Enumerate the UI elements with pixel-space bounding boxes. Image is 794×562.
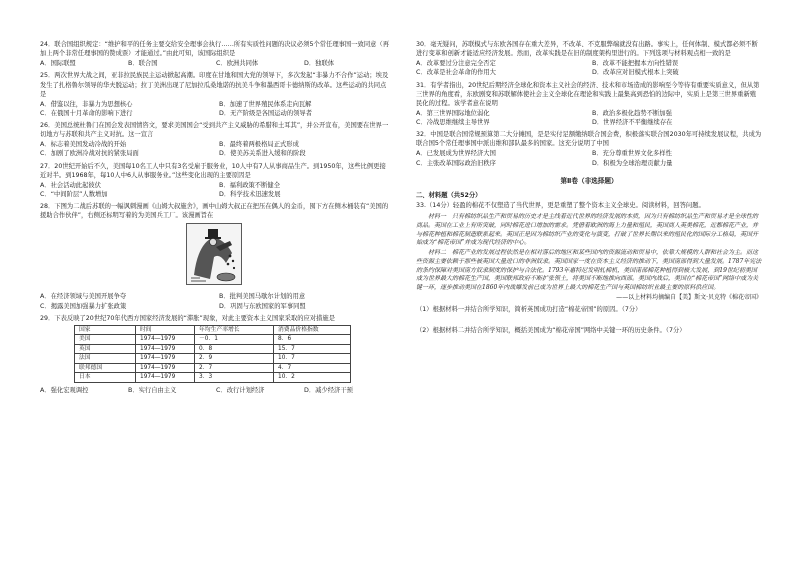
section-heading: 二、材料题（共52分） <box>416 192 482 200</box>
question-28 <box>40 202 392 311</box>
option-b[interactable]: B．联合国 <box>128 60 158 68</box>
option-b[interactable]: B．加速了世界殖民体系走向瓦解 <box>219 100 312 108</box>
question-29 <box>40 314 392 395</box>
question-32 <box>416 130 762 168</box>
option-c[interactable]: C．加剧了欧洲冷战对抗的紧张局面 <box>40 150 139 158</box>
left-column <box>40 40 392 398</box>
table-cell: 10．7 <box>274 354 351 364</box>
option-d[interactable]: D．无产阶级是各国运动的领导者 <box>219 109 313 117</box>
option-c[interactable]: C．主张改革国际政治旧秩序 <box>416 159 496 167</box>
question-30 <box>416 40 762 78</box>
option-a[interactable]: A．在经济领域与美国开展争夺 <box>40 293 127 301</box>
option-a[interactable]: A．借鉴以往，非暴力为思想核心 <box>40 100 133 108</box>
option-b[interactable]: B．改革不能把握本方向性错误 <box>592 60 679 68</box>
option-a[interactable]: A．国际联盟 <box>40 60 76 68</box>
question-25 <box>40 71 392 118</box>
option-a[interactable]: A．强化宏观调控 <box>40 386 89 394</box>
table-header-cell: 国家 <box>75 325 136 335</box>
option-d[interactable]: D．科学技术迅速发展 <box>219 190 281 198</box>
option-c[interactable]: C．“中间阶层”人数增加 <box>40 190 108 198</box>
options <box>40 140 392 158</box>
question-26 <box>40 121 392 159</box>
table-cell: 1974—1979 <box>136 335 195 345</box>
material-1: 材料一 只有棉纺织品生产和贸易的历史才是主线着近代世界的经济发展的本质，因为只有棉纺织品生产和贸易才是全球性的商品。英国在工业上有所突破，同时棉花进口增加的需求。凭借着欧洲的海上力量和殖民，英国商人英美棉花，近都棉花产业，并与棉花种植和棉花制造联系起来。英国正是因为棉纺织产业的变化与演变，打破了世界长期以来的殖民化的国际分工格局，英国开始成为“棉花帝国”并成为现代经济的中心。 <box>416 213 759 247</box>
table-header-cell: 时间 <box>136 325 195 335</box>
question-stem: 28．下图为二战后苏联的一幅讽刺漫画《山姆大叔施舍》，画中山姆大叔正在把压在偶人的金币，囤下方在侧木桶装有“美国的援助合作伙伴”，右侧还标明写着的为美国兵工厂。该漫画旨在 <box>40 203 389 220</box>
option-a[interactable]: A．已发展成为世界经济大国 <box>416 150 496 158</box>
options <box>40 386 392 395</box>
table-cell: 4．7 <box>274 363 351 373</box>
options <box>416 109 762 127</box>
option-d[interactable]: D．减少经济干预 <box>304 386 353 394</box>
question-stem: 26．美国总统杜鲁门在国会发表国情咨文，要求美国国会“受到共产主义威胁的希腊和土耳其”，并公开宣布，美国要在世界一切地方与苏联和共产主义对抗。这一宣言 <box>40 122 389 139</box>
table-row <box>75 363 351 373</box>
question-stem: 29．下表反映了20世纪70年代西方国家经济发展的“滞胀”现象，对此主要资本主义国家采取的应对措施是 <box>40 314 336 322</box>
option-b[interactable]: B．最终着两极格局正式形成 <box>219 141 299 149</box>
table-cell: 10．2 <box>274 373 351 383</box>
material-source: ——以上材料均摘编自【美】斯文·贝克特《棉花帝国》 <box>616 293 762 301</box>
stagflation-table <box>74 325 351 383</box>
option-a[interactable]: A．第三世界国际地位弱化 <box>416 109 490 117</box>
option-b[interactable]: B．充分尊重世界文化多样性 <box>592 150 672 158</box>
table-cell: 0．8 <box>195 344 274 354</box>
question-stem: 27．20世纪开始后不久，美国每10名工人中只有3名受雇于服务业，10人中有7人从事商品生产。到1950年，这些比例更接近对半。到1968年，每10人中6人从事服务业。”这些变化出现的主要原因是 <box>40 162 386 179</box>
options <box>416 59 762 77</box>
table-cell: 15．7 <box>274 344 351 354</box>
question-31 <box>416 81 762 128</box>
options <box>40 100 392 118</box>
option-d[interactable]: D．使美苏关系进入缓和的阶段 <box>219 150 306 158</box>
option-c[interactable]: C．改行计划经济 <box>216 386 265 394</box>
option-d[interactable]: D．巩固与东欧国家的军事同盟 <box>219 302 306 310</box>
question-stem: 25．两次世界大战之间，亚非拉民族民主运动掀起高潮。印度在甘地和国大党的领导下，多次发起“非暴力不合作”运动；埃及发生了扎格鲁尔领导的华夫脱运动；拉丁美洲出现了尼加拉瓜桑地诺的抗美斗争和墨西哥卡德纳斯的改革。这些运动的共同点是 <box>40 72 389 98</box>
table-row <box>75 354 351 364</box>
option-c[interactable]: C．在俄国十月革命的影响下进行 <box>40 109 133 117</box>
table-cell: 2．7 <box>195 363 274 373</box>
question-24 <box>40 40 392 68</box>
option-d[interactable]: D．独联体 <box>304 60 335 68</box>
sub-question-2: （2）根据材料二并结合所学知识，概括美国成为“棉花帝国”网络中关键一环的历史条件。（7分） <box>416 327 686 335</box>
option-a[interactable]: A．改革要过分注意完全否定 <box>416 60 496 68</box>
question-stem: 24．联合国组织规定：“维护和平的任务主要交给安全理事会执行……所有实质性问题的决议必须5个常任理事国一致同意（再加上两个非常任理事国的赞成票）才能通过。”由此可知，该国际组织是 <box>40 41 390 58</box>
table-row <box>75 335 351 345</box>
option-a[interactable]: A．社会活动此起彼伏 <box>40 181 101 189</box>
option-c[interactable]: C．揭露美国加强暴力扩张政策 <box>40 302 127 310</box>
option-c[interactable]: C．欧洲共同体 <box>216 60 259 68</box>
option-d[interactable]: D．改革应对旧模式根本上突破 <box>592 69 679 77</box>
question-27 <box>40 162 392 200</box>
table-cell: 1974—1979 <box>136 344 195 354</box>
question-stem: 30．毫无疑问，苏联模式与东欧各国存在重大差异，不改革、不克服弊端就没有出路。事实上，任何体制、模式都必须不断进行变革和创新才能适应经济发展。然而，改革实践是在旧的制度架构里进行的。下列选项与材料观点相一致的是 <box>416 41 758 58</box>
question-33-intro: 33.（14分）轻盈的棉花不仅塑造了当代世界，更是重塑了整个资本主义全球史。阅读材料，回答问题。 <box>416 202 705 210</box>
table-cell: 1974—1979 <box>136 354 195 364</box>
question-stem: 32．中国是联合国常规预算第二大分摊国，是是实付足额缴纳联合国会费，积极落实联合国2030年可持续发展议程，共成为联合国5个常任理事国中派出维和部队最多的国家。这充分说明了中国 <box>416 131 762 148</box>
option-b[interactable]: B．政治多极化趋势不断加强 <box>592 109 672 117</box>
question-stem: 31．有学者指出，20世纪后期经济全球化和资本主义社会的经济、技术和市场造成的影响至今等待有重要实质意义，但从第三世界的角度看，东欧剧变和苏联解体使社会主义全球化在理论和实践上最集高到恐怕的边际中，实质上是第三世界重新殖民化的过程。该学者意在说明 <box>416 81 760 107</box>
table-cell: 1974—1979 <box>136 363 195 373</box>
table-cell: 2．9 <box>195 354 274 364</box>
table-cell: 美国 <box>75 335 136 345</box>
table-cell: 1974—1979 <box>136 373 195 383</box>
table-cell: 法国 <box>75 354 136 364</box>
table-header-cell: 年均生产率增长 <box>195 325 274 335</box>
options <box>40 292 392 310</box>
table-cell: －0．1 <box>195 335 274 345</box>
table-row <box>75 373 351 383</box>
options <box>40 59 392 68</box>
sub-question-1: （1）根据材料一并结合所学知识，简析英国成功打造“棉花帝国”的原因。（7分） <box>416 306 642 314</box>
table-cell: 联邦德国 <box>75 363 136 373</box>
table-header-cell: 消费品价格指数 <box>274 325 351 335</box>
table-cell: 日本 <box>75 373 136 383</box>
uncle-sam-cartoon-illustration <box>186 223 242 285</box>
option-a[interactable]: A．标志着美国发动冷战的开始 <box>40 141 127 149</box>
table-cell: 英国 <box>75 344 136 354</box>
options <box>40 181 392 199</box>
option-b[interactable]: B．批判美国马歇尔计划的用意 <box>219 293 306 301</box>
material-2: 材料二 棉花产业的发展过程依然是在相对落后的地区和某些国内的资源流动和贸易中，依靠大规模的人群和社会为主。而这些资源主要依赖于那些被英国大量进口的非洲奴隶。英国国家一度在资本主义经济的推动下，美国南部得到大量发展。1787年宪法的条约保障对美国南方奴隶制度的保护与合法化。1793年惠特尼发明轧棉机，美国南部棉花种植得到极大发展，到19世纪初美国成为世界最大的棉花生产国，美国联邦政府不断扩张领土，将美国不断地推向西部。美国内战后，美国在“棉花帝国”网络中成为关键一环，逐步推动美国在1860年内战爆发前已成为世界上最大的棉花生产国与英国棉纺织业最主要的原料供应国。 <box>416 249 762 291</box>
table-cell: 3．3 <box>195 373 274 383</box>
options <box>416 149 762 167</box>
option-d[interactable]: D．积极为全球治理贡献力量 <box>592 159 673 167</box>
part2-title: 第Ⅱ卷（非选择题） <box>560 176 618 185</box>
table-row <box>75 344 351 354</box>
right-column <box>416 40 762 348</box>
option-b[interactable]: B．福利政策不断健全 <box>219 181 280 189</box>
table-cell: 8．6 <box>274 335 351 345</box>
option-d[interactable]: D．世界经济不平衡继续存在 <box>592 119 673 126</box>
option-c[interactable]: C．冷战思维继续主导世界 <box>416 119 490 126</box>
table-header-row <box>75 325 351 335</box>
option-c[interactable]: C．改革是社会革命的作用大 <box>416 69 496 77</box>
option-b[interactable]: B．实行自由主义 <box>128 386 177 394</box>
